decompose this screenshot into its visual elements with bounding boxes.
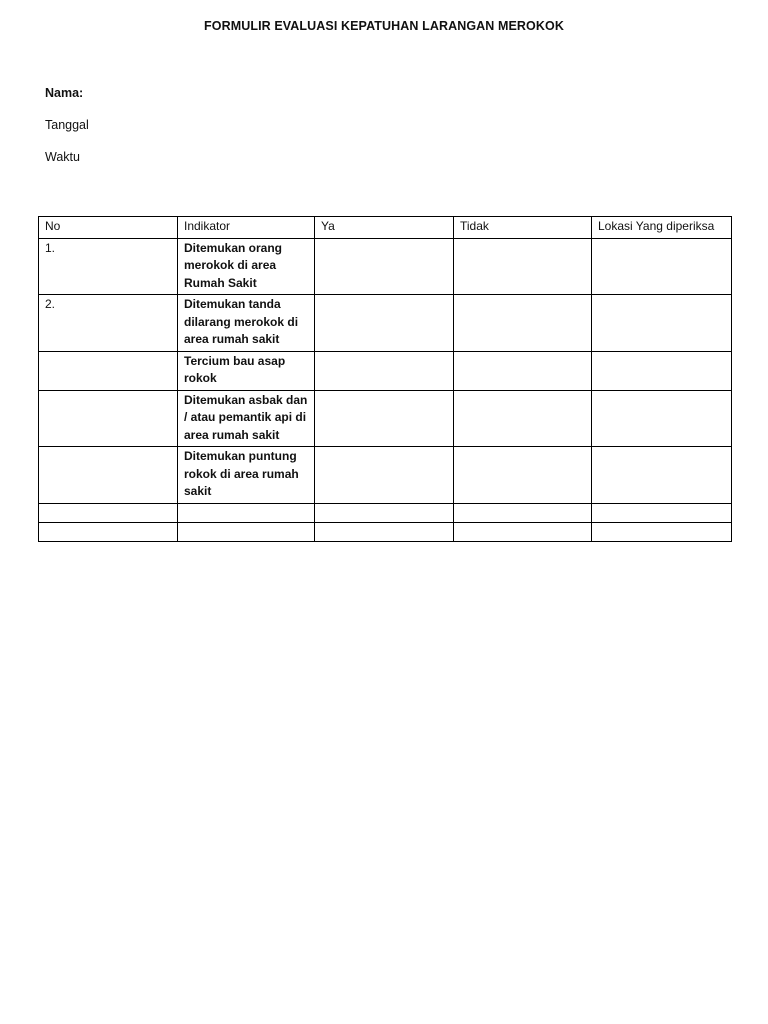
cell-indikator: Ditemukan orang merokok di area Rumah Sakit [178, 238, 315, 295]
cell-lokasi[interactable] [592, 390, 732, 447]
cell-lokasi[interactable] [592, 503, 732, 522]
cell-tidak[interactable] [454, 522, 592, 541]
name-label: Nama: [45, 86, 84, 100]
cell-indikator[interactable] [178, 522, 315, 541]
cell-lokasi[interactable] [592, 238, 732, 295]
cell-ya[interactable] [315, 390, 454, 447]
cell-tidak[interactable] [454, 503, 592, 522]
header-lokasi: Lokasi Yang diperiksa [592, 217, 732, 239]
cell-tidak[interactable] [454, 390, 592, 447]
page-title: FORMULIR EVALUASI KEPATUHAN LARANGAN MEROKOK [204, 19, 564, 33]
cell-no [39, 447, 178, 504]
cell-ya[interactable] [315, 503, 454, 522]
cell-tidak[interactable] [454, 447, 592, 504]
date-label: Tanggal [45, 118, 89, 132]
cell-ya[interactable] [315, 522, 454, 541]
table-row [39, 447, 732, 504]
header-ya: Ya [315, 217, 454, 239]
table-header-row [39, 217, 732, 239]
table-row [39, 295, 732, 352]
cell-no[interactable] [39, 522, 178, 541]
header-no: No [39, 217, 178, 239]
table-row [39, 503, 732, 522]
cell-indikator: Ditemukan puntung rokok di area rumah sakit [178, 447, 315, 504]
cell-lokasi[interactable] [592, 522, 732, 541]
cell-indikator: Tercium bau asap rokok [178, 351, 315, 390]
time-label: Waktu [45, 150, 80, 164]
cell-lokasi[interactable] [592, 447, 732, 504]
cell-ya[interactable] [315, 295, 454, 352]
cell-tidak[interactable] [454, 351, 592, 390]
cell-no [39, 390, 178, 447]
cell-no[interactable] [39, 503, 178, 522]
cell-ya[interactable] [315, 447, 454, 504]
table-row [39, 351, 732, 390]
cell-lokasi[interactable] [592, 351, 732, 390]
table-row [39, 238, 732, 295]
cell-indikator: Ditemukan asbak dan / atau pemantik api di area rumah sakit [178, 390, 315, 447]
cell-tidak[interactable] [454, 295, 592, 352]
header-tidak: Tidak [454, 217, 592, 239]
cell-no [39, 351, 178, 390]
evaluation-table [38, 216, 732, 542]
cell-ya[interactable] [315, 238, 454, 295]
cell-no: 2. [39, 295, 178, 352]
cell-indikator[interactable] [178, 503, 315, 522]
cell-tidak[interactable] [454, 238, 592, 295]
table-row [39, 522, 732, 541]
cell-indikator: Ditemukan tanda dilarang merokok di area rumah sakit [178, 295, 315, 352]
cell-no: 1. [39, 238, 178, 295]
table-row [39, 390, 732, 447]
cell-ya[interactable] [315, 351, 454, 390]
header-indikator: Indikator [178, 217, 315, 239]
cell-lokasi[interactable] [592, 295, 732, 352]
